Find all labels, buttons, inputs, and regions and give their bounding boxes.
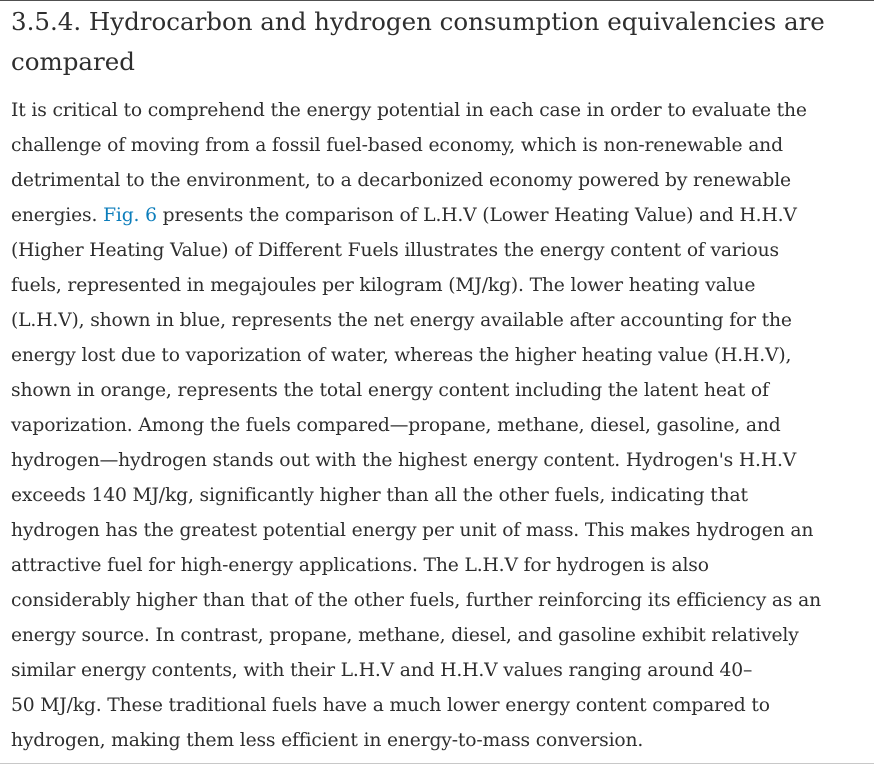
section-heading-line-1: 3.5.4. Hydrocarbon and hydrogen consumption equivalencies are	[11, 7, 825, 36]
paragraph-line: energy source. In contrast, propane, methane, diesel, and gasoline exhibit relatively	[11, 625, 799, 646]
paragraph-line: hydrogen—hydrogen stands out with the highest energy content. Hydrogen's H.H.V	[11, 450, 797, 471]
paragraph-line: (Higher Heating Value) of Different Fuels illustrates the energy content of various	[11, 240, 779, 261]
paragraph-text: presents the comparison of L.H.V (Lower Heating Value) and H.H.V	[156, 205, 797, 226]
body-paragraph	[11, 93, 873, 758]
paragraph-line: considerably higher than that of the other fuels, further reinforcing its efficiency as an	[11, 590, 822, 611]
paragraph-line: It is critical to comprehend the energy potential in each case in order to evaluate the	[11, 100, 807, 121]
paragraph-line: shown in orange, represents the total energy content including the latent heat of	[11, 380, 769, 401]
section-heading	[11, 2, 861, 82]
paragraph-line: vaporization. Among the fuels compared—propane, methane, diesel, gasoline, and	[11, 415, 781, 436]
paragraph-line: hydrogen, making them less efficient in energy-to-mass conversion.	[11, 730, 644, 751]
paragraph-line: similar energy contents, with their L.H.V and H.H.V values ranging around 40–	[11, 660, 753, 681]
paragraph-line: energy lost due to vaporization of water, whereas the higher heating value (H.H.V),	[11, 345, 792, 366]
section-heading-line-2: compared	[11, 47, 135, 76]
paragraph-line: detrimental to the environment, to a decarbonized economy powered by renewable	[11, 170, 791, 191]
paragraph-line: hydrogen has the greatest potential energy per unit of mass. This makes hydrogen an	[11, 520, 814, 541]
paragraph-line: exceeds 140 MJ/kg, significantly higher than all the other fuels, indicating that	[11, 485, 748, 506]
section-divider	[0, 763, 874, 764]
paragraph-line: (L.H.V), shown in blue, represents the net energy available after accounting for the	[11, 310, 792, 331]
paragraph-line: 50 MJ/kg. These traditional fuels have a much lower energy content compared to	[11, 695, 770, 716]
paragraph-line: attractive fuel for high-energy applications. The L.H.V for hydrogen is also	[11, 555, 709, 576]
paragraph-line: challenge of moving from a fossil fuel-based economy, which is non-renewable and	[11, 135, 783, 156]
figure-6-link[interactable]: Fig. 6	[103, 205, 157, 226]
paragraph-line-with-figure-ref	[11, 198, 873, 233]
paragraph-line: fuels, represented in megajoules per kilogram (MJ/kg). The lower heating value	[11, 275, 756, 296]
paragraph-text: energies.	[11, 205, 104, 226]
